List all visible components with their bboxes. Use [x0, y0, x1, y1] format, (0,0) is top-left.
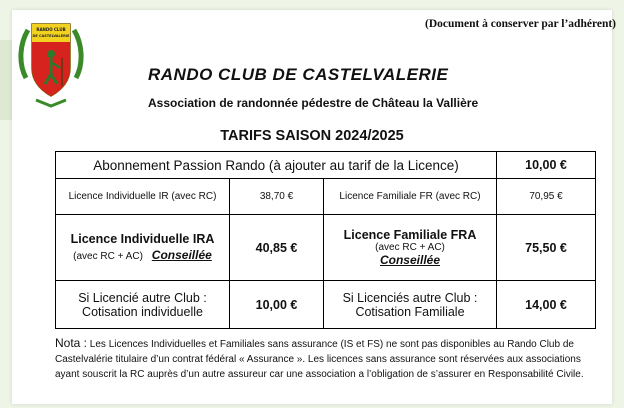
- fr-price: 70,95 €: [497, 179, 596, 215]
- family-other-club: [324, 281, 497, 329]
- ir-price: 38,70 €: [230, 179, 324, 215]
- table-row-ira-fra: [56, 215, 596, 281]
- club-name: RANDO CLUB DE CASTELVALERIE: [148, 65, 449, 84]
- logo-text-1: RANDO CLUB: [36, 27, 66, 32]
- ir-label: Licence Individuelle IR (avec RC): [56, 179, 230, 215]
- ira-subtitle: (avec RC + AC): [73, 250, 143, 262]
- individual-other-club-price: 10,00 €: [230, 281, 324, 329]
- logo-text-2: DE CASTELVALERIE: [32, 34, 70, 38]
- abonnement-price: 10,00 €: [497, 152, 596, 179]
- individual-other-club-line2: Cotisation individuelle: [82, 304, 203, 319]
- individual-other-club: [56, 281, 230, 329]
- family-other-club-price: 14,00 €: [497, 281, 596, 329]
- ira-title: Licence Individuelle IRA: [70, 231, 215, 246]
- nota-paragraph: [55, 336, 601, 382]
- ira-conseillee: Conseillée: [151, 247, 212, 262]
- family-other-club-line2: Cotisation Familiale: [355, 304, 465, 319]
- fra-subtitle: (avec RC + AC): [375, 242, 445, 253]
- table-row-ir-fr: [56, 179, 596, 215]
- ira-price: 40,85 €: [230, 215, 324, 281]
- tarifs-title: TARIFS SAISON 2024/2025: [220, 128, 404, 144]
- family-other-club-line1: Si Licenciés autre Club :: [342, 290, 478, 305]
- abonnement-label: Abonnement Passion Rando (à ajouter au tarif de la Licence): [56, 152, 497, 179]
- tarifs-table: [55, 151, 596, 329]
- individual-other-club-line1: Si Licencié autre Club :: [78, 290, 207, 305]
- club-logo: [18, 18, 84, 110]
- fra-title: Licence Familiale FRA: [343, 228, 477, 242]
- nota-text: Les Licences Individuelles et Familiales sans assurance (IS et FS) ne sont pas disponibles au Rando Club de Castelvalérie titulaire d’un contrat fédéral « Assurance ». Les licences sans assurance sont réservées aux associations ayant souscrit la RC auprès d’un autre assureur car une association a l’obligation de s’assurer en Responsabilité Civile.: [55, 339, 584, 380]
- nota-label: Nota :: [55, 336, 88, 350]
- fr-label: Licence Familiale FR (avec RC): [324, 179, 497, 215]
- table-row-abonnement: [56, 152, 596, 179]
- ira-cell: [56, 215, 230, 281]
- conservation-notice: (Document à conserver par l’adhérent): [425, 18, 616, 30]
- association-subtitle: Association de randonnée pédestre de Château la Vallière: [148, 96, 479, 110]
- fra-price: 75,50 €: [497, 215, 596, 281]
- fra-cell: [324, 215, 497, 281]
- fra-conseillee: Conseillée: [379, 253, 441, 267]
- table-row-autre-club: [56, 281, 596, 329]
